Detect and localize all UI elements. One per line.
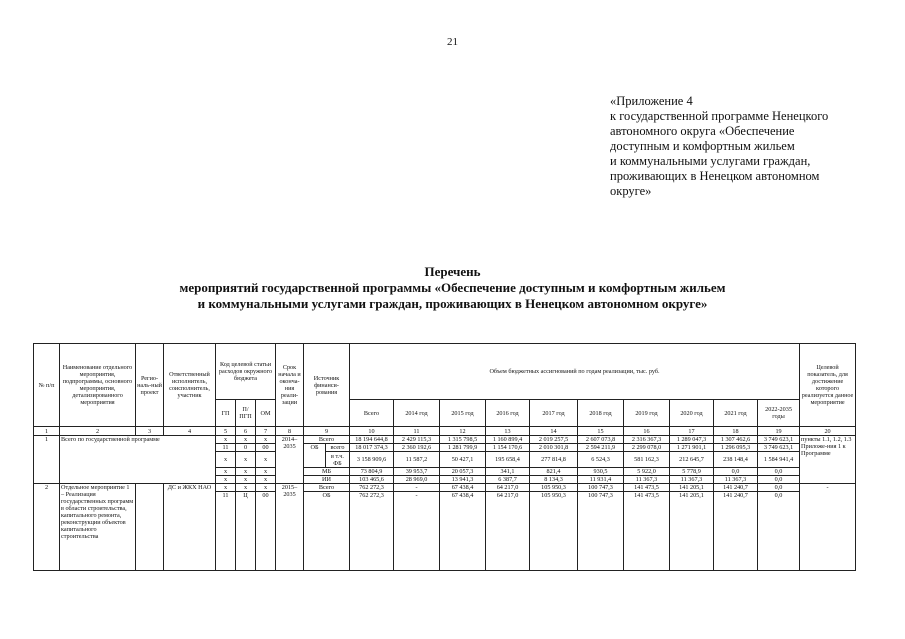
header-year: 2018 год <box>578 400 624 427</box>
measures-table <box>33 343 856 571</box>
column-number: 13 <box>486 427 530 436</box>
header-year: Всего <box>350 400 394 427</box>
column-number: 19 <box>758 427 800 436</box>
cell-value: 821,4 <box>530 468 578 476</box>
row-regional <box>136 484 164 571</box>
cell-value: 1 289 047,3 <box>670 436 714 444</box>
cell-value: 20 057,3 <box>440 468 486 476</box>
cell-value: 141 473,5 <box>624 492 670 571</box>
cell-om: х <box>256 476 276 484</box>
header-regional: Регио-наль-ный проект <box>136 344 164 427</box>
cell-value: 3 749 623,1 <box>758 444 800 452</box>
cell-value: 0,0 <box>758 476 800 484</box>
header-volume-group: Объем бюджетных ассигнований по годам реализации, тыс. руб. <box>350 344 800 400</box>
column-number: 18 <box>714 427 758 436</box>
cell-om: х <box>256 484 276 492</box>
row-term: 2014–2035 <box>276 436 304 484</box>
cell-value: 5 778,9 <box>670 468 714 476</box>
cell-value: 11 587,2 <box>394 452 440 468</box>
row-term: 2015–2035 <box>276 484 304 571</box>
cell-ppgp: 0 <box>236 444 256 452</box>
cell-ppgp: х <box>236 484 256 492</box>
cell-value: 1 271 901,1 <box>670 444 714 452</box>
cell-gp: х <box>216 484 236 492</box>
appendix-line: доступным и комфортным жильем <box>610 139 795 153</box>
cell-value: 6 387,7 <box>486 476 530 484</box>
cell-value: 141 205,1 <box>670 484 714 492</box>
cell-value: 3 158 909,6 <box>350 452 394 468</box>
row-name: Всего по государственной программе <box>60 436 216 484</box>
row-num: 2 <box>34 484 60 571</box>
header-year: 2015 год <box>440 400 486 427</box>
cell-value: 762 272,3 <box>350 484 394 492</box>
header-year: 2016 год <box>486 400 530 427</box>
column-number: 15 <box>578 427 624 436</box>
cell-value: 0,0 <box>758 484 800 492</box>
document-title <box>0 264 905 312</box>
header-name: Наименование отдельного мероприятия, подпрограммы, основного мероприятия, детализированного мероприятия <box>60 344 136 427</box>
cell-value: 11 931,4 <box>578 476 624 484</box>
cell-value: 103 465,6 <box>350 476 394 484</box>
column-number: 3 <box>136 427 164 436</box>
appendix-line: и коммунальными услугами граждан, <box>610 154 811 168</box>
cell-value: 581 162,3 <box>624 452 670 468</box>
cell-source-sub: в т.ч. ФБ <box>326 452 350 468</box>
column-number: 2 <box>60 427 136 436</box>
cell-gp: х <box>216 452 236 468</box>
header-ppgp: П/ ПГП <box>236 400 256 427</box>
cell-om: х <box>256 436 276 444</box>
cell-value: - <box>394 484 440 492</box>
header-target: Целевой показатель, для достижение которого реализуется данное мероприятие <box>800 344 856 427</box>
cell-value: 73 804,9 <box>350 468 394 476</box>
cell-value: 100 747,3 <box>578 484 624 492</box>
cell-value: 8 134,3 <box>530 476 578 484</box>
appendix-line: округе» <box>610 184 652 198</box>
row-name: Отдельное мероприятие 1 – Реализация государственных программ в области строительства, капитального ремонта, реконструкции объектов капитального строительства <box>60 484 136 571</box>
header-gp: ГП <box>216 400 236 427</box>
cell-gp: 11 <box>216 492 236 571</box>
cell-gp: х <box>216 476 236 484</box>
cell-value: 2 316 367,3 <box>624 436 670 444</box>
cell-value: 2 607 073,8 <box>578 436 624 444</box>
cell-value: 141 240,7 <box>714 484 758 492</box>
cell-value: 2 010 301,8 <box>530 444 578 452</box>
cell-ppgp: х <box>236 436 256 444</box>
cell-value: 762 272,3 <box>350 492 394 571</box>
header-year: 2020 год <box>670 400 714 427</box>
column-number: 1 <box>34 427 60 436</box>
cell-value: 18 017 374,3 <box>350 444 394 452</box>
cell-value: 0,0 <box>714 468 758 476</box>
cell-value: 28 969,0 <box>394 476 440 484</box>
cell-value: 2 299 078,0 <box>624 444 670 452</box>
cell-source: ОБ <box>304 492 350 571</box>
cell-value: 930,5 <box>578 468 624 476</box>
column-number: 17 <box>670 427 714 436</box>
cell-value: 3 749 623,1 <box>758 436 800 444</box>
table-row <box>34 484 856 492</box>
cell-value: 64 217,0 <box>486 492 530 571</box>
cell-source: Всего <box>304 436 350 444</box>
page-number: 21 <box>447 36 458 48</box>
column-number: 6 <box>236 427 256 436</box>
cell-value: 1 154 170,6 <box>486 444 530 452</box>
cell-gp: 11 <box>216 444 236 452</box>
cell-source: ИИ <box>304 476 350 484</box>
cell-value: 5 922,0 <box>624 468 670 476</box>
header-year: 2021 год <box>714 400 758 427</box>
cell-value: 11 367,3 <box>670 476 714 484</box>
cell-source: МБ <box>304 468 350 476</box>
cell-om: х <box>256 468 276 476</box>
header-year: 2019 год <box>624 400 670 427</box>
cell-value: 39 953,7 <box>394 468 440 476</box>
header-code-group: Код целевой статьи расходов окружного бюджета <box>216 344 276 400</box>
cell-value: 1 584 941,4 <box>758 452 800 468</box>
cell-value: 64 217,0 <box>486 484 530 492</box>
row-target: пункты 1.1, 1.2, 1.3 Приложе-ния 1 к Программе <box>800 436 856 484</box>
column-number: 11 <box>394 427 440 436</box>
appendix-line: к государственной программе Ненецкого <box>610 109 829 123</box>
header-source: Источник финанси-рования <box>304 344 350 427</box>
cell-value: 0,0 <box>758 468 800 476</box>
cell-om: х <box>256 452 276 468</box>
cell-value: 1 281 799,9 <box>440 444 486 452</box>
column-number: 16 <box>624 427 670 436</box>
title-line: Перечень <box>424 264 481 279</box>
cell-value: 141 205,1 <box>670 492 714 571</box>
row-num: 1 <box>34 436 60 484</box>
cell-value: 11 367,3 <box>624 476 670 484</box>
cell-value: 67 438,4 <box>440 492 486 571</box>
column-number: 12 <box>440 427 486 436</box>
cell-value: 141 473,5 <box>624 484 670 492</box>
cell-value: 67 438,4 <box>440 484 486 492</box>
appendix-note <box>610 94 890 199</box>
cell-ppgp: х <box>236 452 256 468</box>
cell-ppgp: Ц <box>236 492 256 571</box>
cell-value: 1 160 899,4 <box>486 436 530 444</box>
column-number: 14 <box>530 427 578 436</box>
cell-value: 212 645,7 <box>670 452 714 468</box>
column-number: 7 <box>256 427 276 436</box>
cell-ppgp: х <box>236 476 256 484</box>
column-numbers-row <box>34 427 856 436</box>
cell-value: 2 594 211,9 <box>578 444 624 452</box>
cell-value: 2 019 257,5 <box>530 436 578 444</box>
header-year: 2022-2035 годы <box>758 400 800 427</box>
appendix-line: «Приложение 4 <box>610 94 693 108</box>
cell-source-sub: всего <box>326 444 350 452</box>
appendix-line: проживающих в Ненецком автономном <box>610 169 820 183</box>
column-number: 8 <box>276 427 304 436</box>
cell-value: 2 360 192,6 <box>394 444 440 452</box>
cell-value: 195 658,4 <box>486 452 530 468</box>
column-number: 10 <box>350 427 394 436</box>
cell-value: 1 296 095,3 <box>714 444 758 452</box>
cell-value: 1 315 798,5 <box>440 436 486 444</box>
row-target: - <box>800 484 856 571</box>
cell-om: 00 <box>256 492 276 571</box>
table-row <box>34 436 856 444</box>
cell-source: ОБ <box>304 444 326 468</box>
cell-value: 238 148,4 <box>714 452 758 468</box>
header-year: 2017 год <box>530 400 578 427</box>
cell-value: 18 194 644,8 <box>350 436 394 444</box>
cell-value: 1 307 462,6 <box>714 436 758 444</box>
header-term: Срок начала и оконча-ния реали-зации <box>276 344 304 427</box>
cell-value: 0,0 <box>758 492 800 571</box>
cell-ppgp: х <box>236 468 256 476</box>
column-number: 9 <box>304 427 350 436</box>
row-responsible: ДС и ЖКХ НАО <box>164 484 216 571</box>
cell-gp: х <box>216 468 236 476</box>
title-line: мероприятий государственной программы «Обеспечение доступным и комфортным жильем <box>179 280 726 295</box>
header-num: № п/п <box>34 344 60 427</box>
cell-value: 6 524,3 <box>578 452 624 468</box>
header-om: ОМ <box>256 400 276 427</box>
cell-source: Всего <box>304 484 350 492</box>
cell-value: 105 950,3 <box>530 492 578 571</box>
cell-value: 341,1 <box>486 468 530 476</box>
column-number: 5 <box>216 427 236 436</box>
header-responsible: Ответственный исполнитель, соисполнитель, участник <box>164 344 216 427</box>
column-number: 4 <box>164 427 216 436</box>
column-number: 20 <box>800 427 856 436</box>
cell-value: 277 814,8 <box>530 452 578 468</box>
cell-value: 13 941,3 <box>440 476 486 484</box>
cell-value: 141 240,7 <box>714 492 758 571</box>
cell-value: 2 429 115,3 <box>394 436 440 444</box>
cell-value: 105 950,3 <box>530 484 578 492</box>
title-line: и коммунальными услугами граждан, проживающих в Ненецком автономном округе» <box>197 296 708 311</box>
cell-value: 11 367,3 <box>714 476 758 484</box>
cell-om: 00 <box>256 444 276 452</box>
cell-value: 100 747,3 <box>578 492 624 571</box>
header-year: 2014 год <box>394 400 440 427</box>
appendix-line: автономного округа «Обеспечение <box>610 124 795 138</box>
cell-value: - <box>394 492 440 571</box>
cell-value: 50 427,1 <box>440 452 486 468</box>
cell-gp: х <box>216 436 236 444</box>
